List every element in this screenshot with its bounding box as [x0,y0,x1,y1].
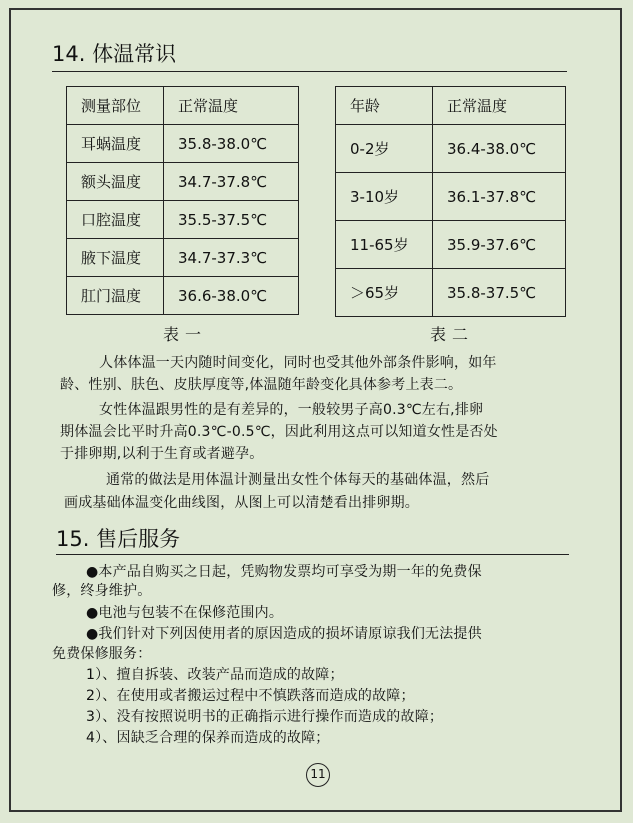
table-cell: 肛门温度 [67,277,164,315]
service-line: ●电池与包装不在保修范围内。 [86,605,284,621]
section-14-title: 14. 体温常识 [52,42,177,66]
table-cell: 34.7-37.3℃ [164,239,299,277]
service-line: 1）、擅自拆装、改装产品而造成的故障； [86,667,344,683]
service-line: 2）、在使用或者搬运过程中不慎跌落而造成的故障； [86,688,415,704]
table-cell: 3-10岁 [336,173,433,221]
paragraph-line: 通常的做法是用体温计测量出女性个体每天的基础体温，然后 [106,472,490,488]
table-cell: 34.7-37.8℃ [164,163,299,201]
table-cell: 11-65岁 [336,221,433,269]
service-line: 4）、因缺乏合理的保养而造成的故障； [86,730,330,746]
table-header: 正常温度 [433,87,566,125]
table-cell: 36.6-38.0℃ [164,277,299,315]
paragraph-line: 龄、性别、肤色、皮肤厚度等,体温随年龄变化具体参考上表二。 [60,377,463,393]
table-cell: 0-2岁 [336,125,433,173]
table-cell: 耳蜗温度 [67,125,164,163]
table-cell: 35.9-37.6℃ [433,221,566,269]
table-header: 年龄 [336,87,433,125]
section-15-title: 15. 售后服务 [56,527,181,551]
service-line: ●我们针对下列因使用者的原因造成的损坏请原谅我们无法提供 [86,626,482,642]
paragraph-line: 女性体温跟男性的是有差异的，一般较男子高0.3℃左右,排卵 [99,402,484,418]
table-2-caption: 表二 [430,325,475,344]
table-cell: 腋下温度 [67,239,164,277]
service-line: ●本产品自购买之日起，凭购物发票均可享受为期一年的免费保 [86,564,482,580]
table-1-caption: 表一 [163,325,208,344]
table-header: 测量部位 [67,87,164,125]
service-line: 3）、没有按照说明书的正确指示进行操作而造成的故障； [86,709,444,725]
table-cell: 36.1-37.8℃ [433,173,566,221]
section-15-rule [56,554,569,555]
table-cell: 35.8-38.0℃ [164,125,299,163]
service-line: 修，终身维护。 [52,583,152,599]
table-header: 正常温度 [164,87,299,125]
paragraph-line: 人体体温一天内随时间变化，同时也受其他外部条件影响，如年 [99,355,497,371]
table-cell: ＞65岁 [336,269,433,317]
paragraph-line: 画成基础体温变化曲线图，从图上可以清楚看出排卵期。 [64,495,419,511]
section-14-rule [52,71,567,72]
service-line: 免费保修服务： [52,646,152,662]
table-age [335,86,566,317]
page-number: 11 [306,763,330,787]
paragraph-line: 期体温会比平时升高0.3℃-0.5℃，因此利用这点可以知道女性是否处 [60,424,498,440]
table-cell: 36.4-38.0℃ [433,125,566,173]
table-cell: 额头温度 [67,163,164,201]
paragraph-line: 于排卵期,以利于生育或者避孕。 [60,446,264,462]
table-cell: 35.8-37.5℃ [433,269,566,317]
table-cell: 口腔温度 [67,201,164,239]
table-cell: 35.5-37.5℃ [164,201,299,239]
table-measure-site [66,86,299,315]
